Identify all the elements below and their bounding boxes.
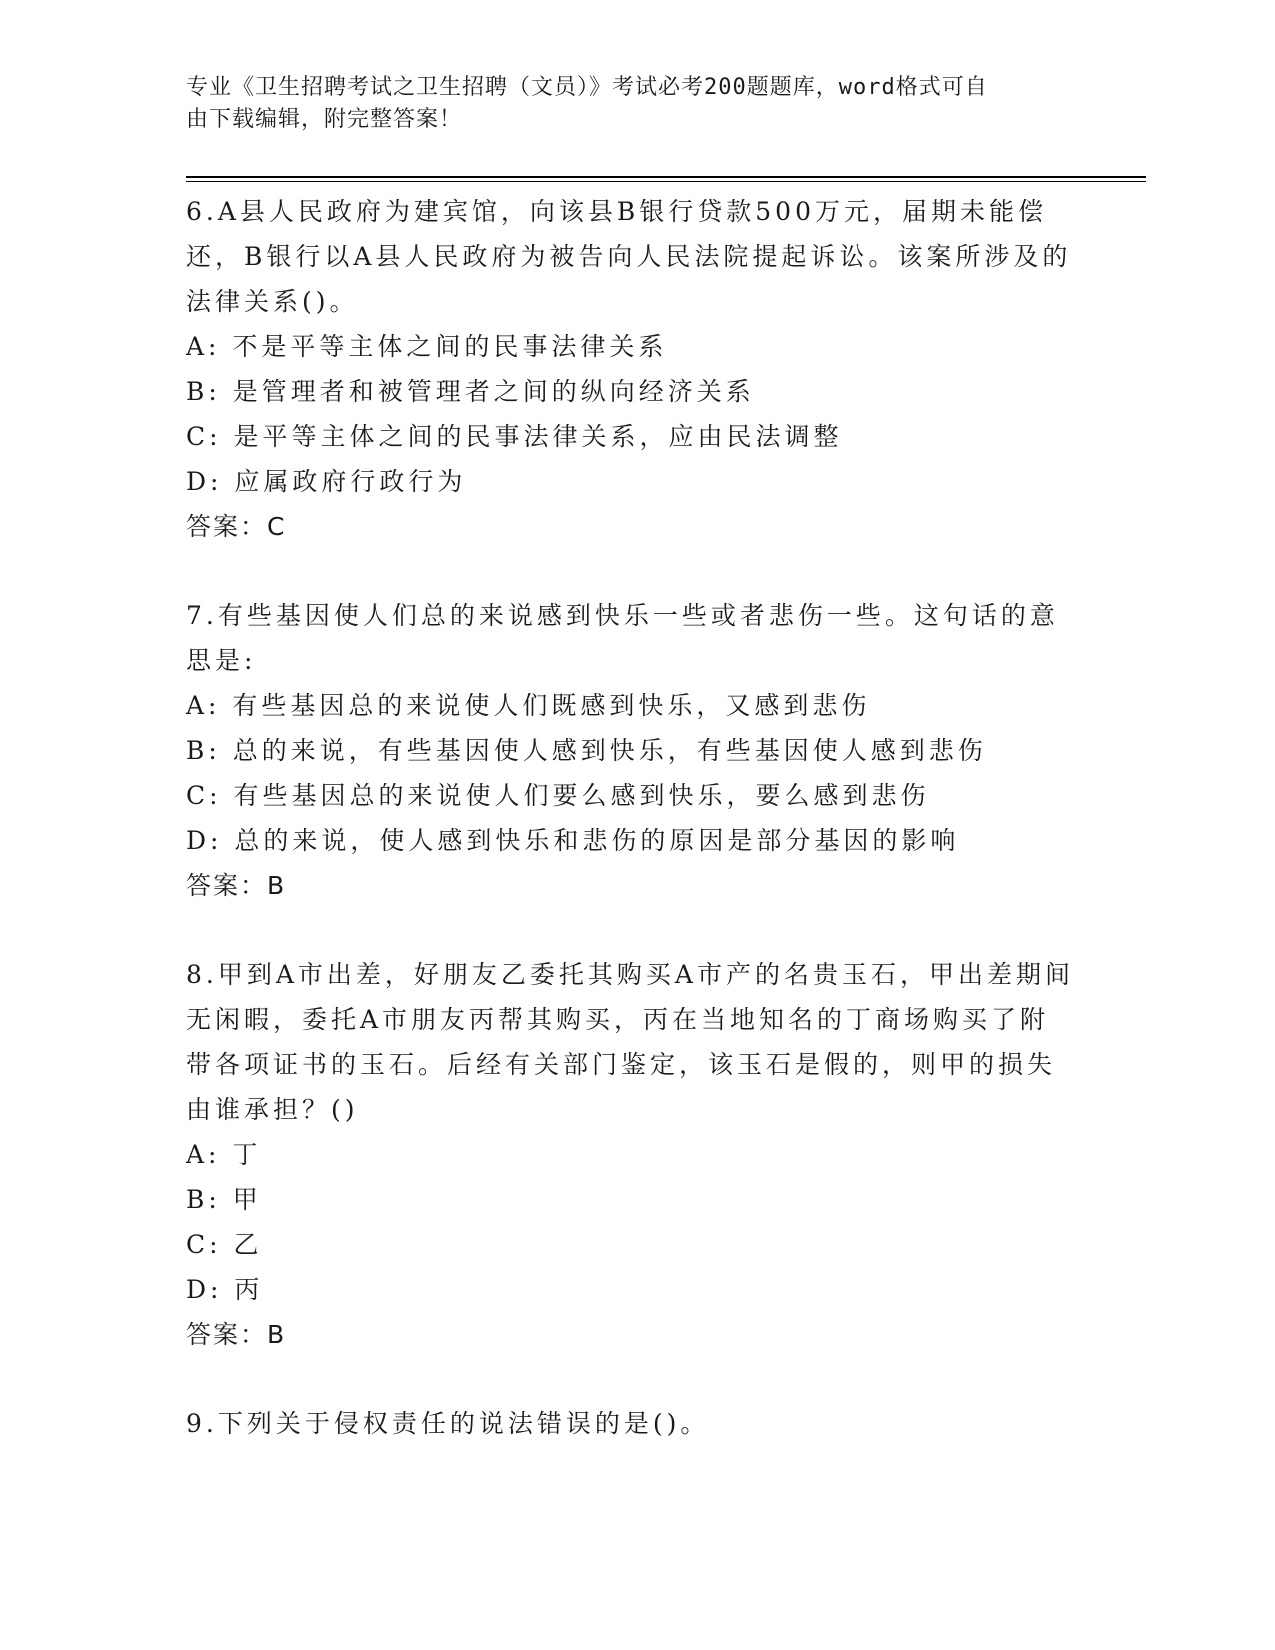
option-c: C: 有些基因总的来说使人们要么感到快乐，要么感到悲伤 [186, 781, 930, 810]
question-text: 9.下列关于侵权责任的说法错误的是()。 [186, 1409, 710, 1438]
question-text: 7.有些基因使人们总的来说感到快乐一些或者悲伤一些。这句话的意思是: [186, 601, 1059, 675]
option-d: D: 应属政府行政行为 [186, 467, 467, 496]
question-list [186, 189, 1086, 1446]
header-line-2: 由下载编辑，附完整答案！ [186, 107, 463, 132]
option-a: A: 有些基因总的来说使人们既感到快乐，又感到悲伤 [186, 691, 871, 720]
question-6 [186, 189, 1086, 549]
option-c: C: 乙 [186, 1230, 263, 1259]
answer-line: 答案：C [186, 512, 287, 541]
question-7 [186, 593, 1086, 908]
option-d: D: 总的来说，使人感到快乐和悲伤的原因是部分基因的影响 [186, 826, 960, 855]
option-b: B: 是管理者和被管理者之间的纵向经济关系 [186, 377, 755, 406]
option-a: A: 丁 [186, 1140, 262, 1169]
question-9 [186, 1401, 1086, 1446]
question-8 [186, 952, 1086, 1357]
header-rule-thick [186, 176, 1146, 178]
option-b: B: 甲 [186, 1185, 262, 1214]
option-b: B: 总的来说，有些基因使人感到快乐，有些基因使人感到悲伤 [186, 736, 987, 765]
header-rule-thin [186, 181, 1146, 182]
option-c: C: 是平等主体之间的民事法律关系，应由民法调整 [186, 422, 843, 451]
option-d: D: 丙 [186, 1275, 264, 1304]
question-text: 8.甲到A市出差，好朋友乙委托其购买A市产的名贵玉石，甲出差期间无闲暇，委托A市朋友丙帮其购买，丙在当地知名的丁商场购买了附带各项证书的玉石。后经有关部门鉴定，该玉石是假的，则甲的损失由谁承担？() [186, 960, 1074, 1124]
header-line-1: 专业《卫生招聘考试之卫生招聘（文员）》考试必考200题题库，word格式可自 [186, 75, 988, 100]
answer-line: 答案：B [186, 1320, 287, 1349]
document-header [186, 72, 1066, 136]
question-text: 6.A县人民政府为建宾馆，向该县B银行贷款500万元，届期未能偿还，B银行以A县人民政府为被告向人民法院提起诉讼。该案所涉及的法律关系()。 [186, 197, 1072, 316]
option-a: A: 不是平等主体之间的民事法律关系 [186, 332, 668, 361]
answer-line: 答案：B [186, 871, 287, 900]
